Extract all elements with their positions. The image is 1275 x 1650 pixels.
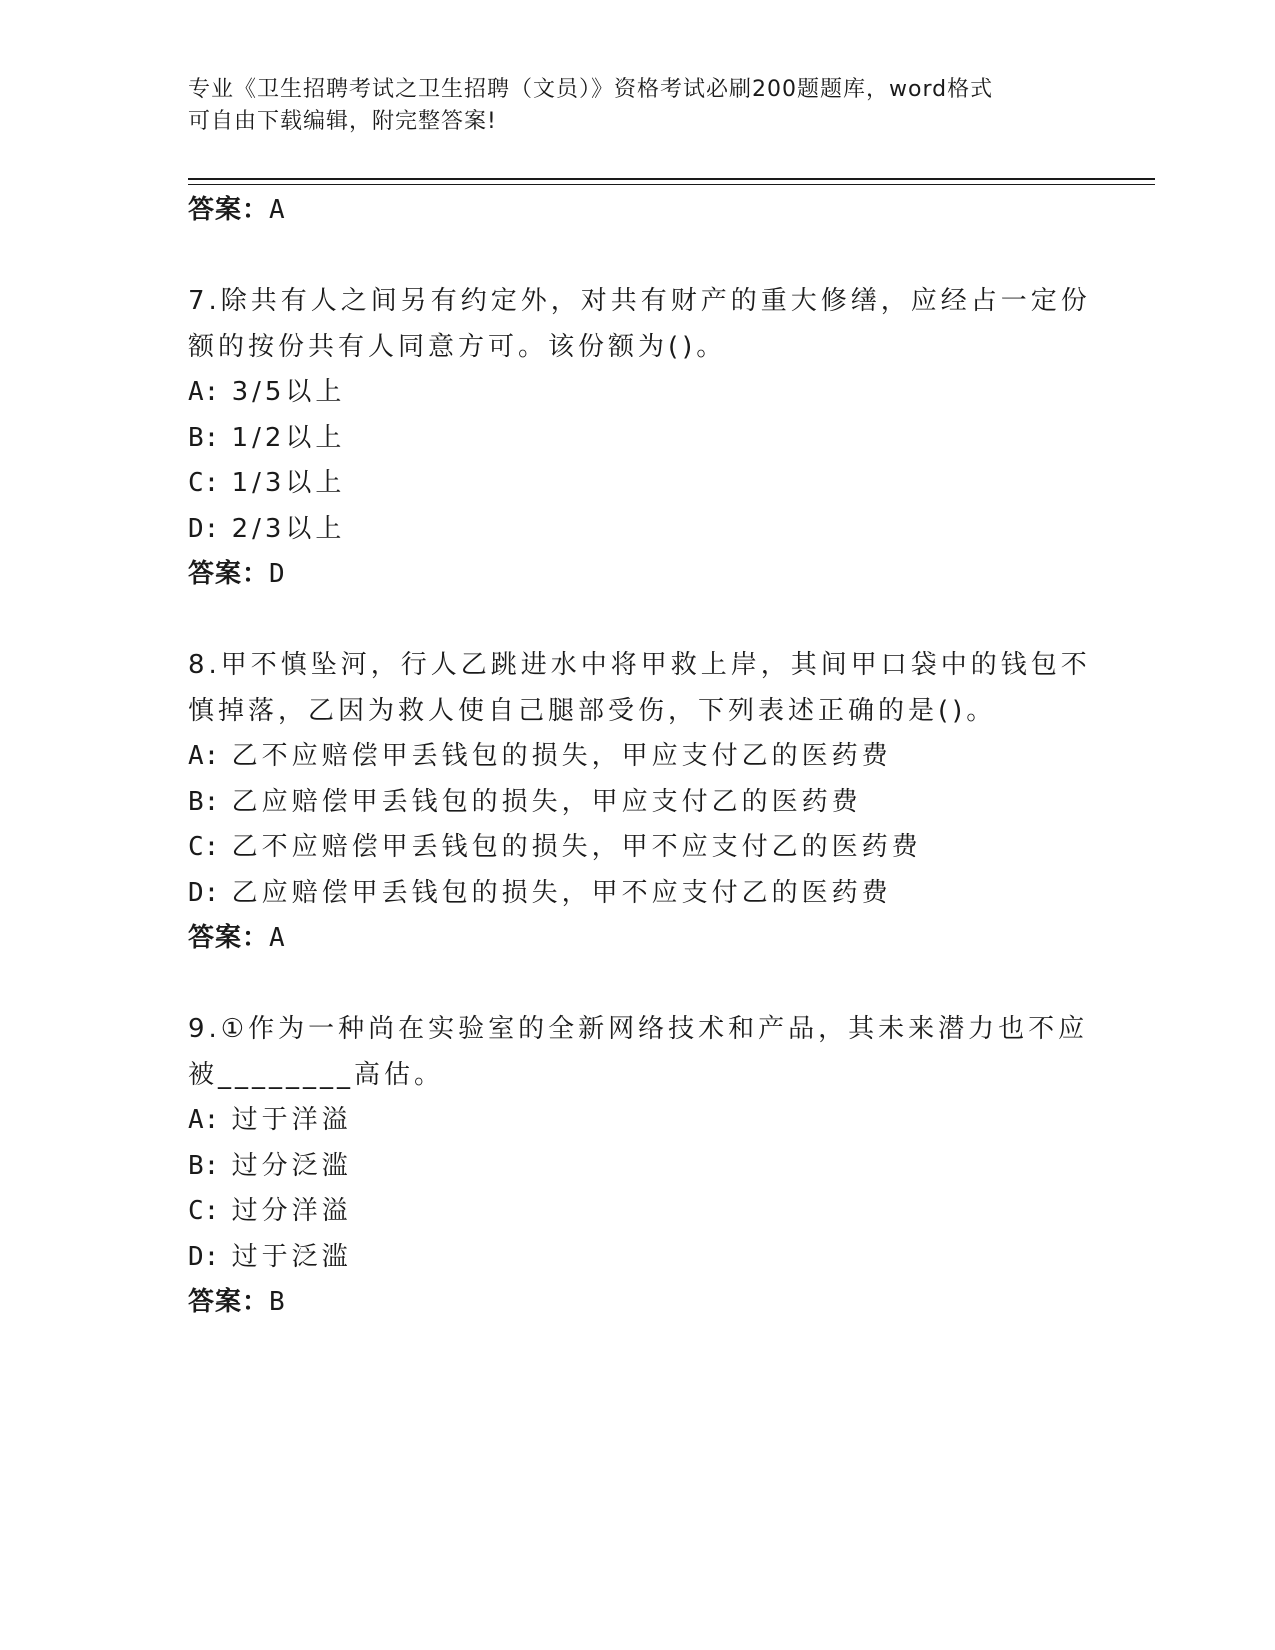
answer-value: A bbox=[269, 195, 286, 225]
option-a bbox=[188, 734, 1068, 780]
option-c bbox=[188, 825, 1068, 871]
question-block bbox=[188, 643, 1091, 962]
option-c bbox=[188, 1189, 1068, 1235]
answer-label: 答案： bbox=[188, 1287, 270, 1317]
option-text: 乙不应赔偿甲丢钱包的损失，甲应支付乙的医药费 bbox=[231, 741, 892, 771]
answer-line bbox=[188, 552, 1068, 598]
option-b bbox=[188, 780, 1068, 826]
spacer bbox=[188, 234, 1068, 280]
option-text: 乙应赔偿甲丢钱包的损失，甲不应支付乙的医药费 bbox=[231, 877, 892, 908]
option-a bbox=[188, 1098, 1068, 1144]
option-text: 过分泛滥 bbox=[231, 1150, 352, 1181]
header-line-1: 专业《卫生招聘考试之卫生招聘（文员）》资格考试必刷200题题库，word格式 bbox=[188, 77, 994, 102]
question-stem-line: 慎掉落，乙因为救人使自己腿部受伤，下列表述正确的是()。 bbox=[188, 695, 997, 726]
question-block bbox=[188, 1007, 1089, 1326]
spacer bbox=[188, 598, 1068, 644]
answer-line bbox=[188, 1280, 1068, 1326]
option-prefix: D: bbox=[188, 877, 220, 908]
answer-line bbox=[188, 916, 1068, 962]
answer-label: 答案： bbox=[188, 195, 270, 225]
option-prefix: C: bbox=[188, 832, 220, 862]
option-d bbox=[188, 507, 1068, 553]
option-text: 1/2以上 bbox=[231, 422, 346, 453]
question-block bbox=[188, 279, 1091, 598]
option-a bbox=[188, 370, 1068, 416]
option-d bbox=[188, 1235, 1068, 1281]
option-text: 乙不应赔偿甲丢钱包的损失，甲不应支付乙的医药费 bbox=[231, 832, 922, 862]
option-text: 2/3以上 bbox=[231, 513, 346, 544]
option-prefix: C: bbox=[188, 468, 220, 498]
header-line-2: 可自由下载编辑，附完整答案! bbox=[188, 109, 497, 134]
question-stem-line: 8.甲不慎坠河，行人乙跳进水中将甲救上岸，其间甲口袋中的钱包不 bbox=[188, 650, 1091, 680]
option-prefix: B: bbox=[188, 786, 220, 817]
option-text: 1/3以上 bbox=[231, 468, 346, 498]
question-stem-line: 9.①作为一种尚在实验室的全新网络技术和产品，其未来潜力也不应 bbox=[188, 1014, 1089, 1044]
question-stem-line: 被________高估。 bbox=[188, 1059, 445, 1090]
spacer bbox=[188, 962, 1068, 1008]
answer-label: 答案： bbox=[188, 559, 270, 589]
option-b bbox=[188, 1144, 1068, 1190]
header-divider-thick bbox=[188, 178, 1155, 180]
option-text: 过分洋溢 bbox=[231, 1196, 352, 1226]
option-prefix: A: bbox=[188, 377, 220, 407]
option-b bbox=[188, 416, 1068, 462]
option-text: 3/5以上 bbox=[231, 377, 346, 407]
option-prefix: D: bbox=[188, 1241, 220, 1272]
question-stem-line: 额的按份共有人同意方可。该份额为()。 bbox=[188, 331, 727, 362]
answer-value: D bbox=[269, 559, 286, 589]
answer-line bbox=[188, 188, 1068, 234]
option-prefix: D: bbox=[188, 513, 220, 544]
option-text: 过于洋溢 bbox=[231, 1105, 352, 1135]
header-divider-thin bbox=[188, 184, 1155, 185]
option-text: 过于泛滥 bbox=[231, 1241, 352, 1272]
option-prefix: A: bbox=[188, 741, 220, 771]
option-text: 乙应赔偿甲丢钱包的损失，甲应支付乙的医药费 bbox=[231, 786, 862, 817]
option-prefix: B: bbox=[188, 422, 220, 453]
option-d bbox=[188, 871, 1068, 917]
option-prefix: C: bbox=[188, 1196, 220, 1226]
answer-value: A bbox=[269, 923, 286, 953]
answer-label: 答案： bbox=[188, 923, 270, 953]
document-body bbox=[188, 188, 1091, 1326]
option-c bbox=[188, 461, 1068, 507]
option-prefix: A: bbox=[188, 1105, 220, 1135]
option-prefix: B: bbox=[188, 1150, 220, 1181]
question-stem-line: 7.除共有人之间另有约定外，对共有财产的重大修缮，应经占一定份 bbox=[188, 286, 1091, 316]
page-header bbox=[188, 74, 1068, 138]
answer-value: B bbox=[269, 1287, 286, 1317]
